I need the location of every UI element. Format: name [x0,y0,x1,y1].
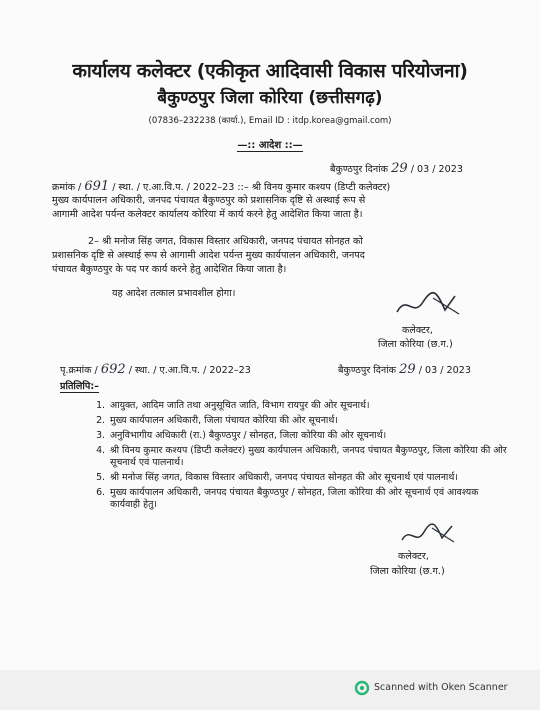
scanner-watermark-text: Scanned with Oken Scanner [374,682,508,693]
para2-line-2: प्रशासनिक दृष्टि से अस्थाई रूप से आगामी आदेश पर्यन्त मुख्य कार्यपालन अधिकारी, जनपद [52,250,365,261]
copy-date [338,364,471,377]
order-number-label: क्रमांक / [52,182,82,193]
order-date-label: बैकुण्ठपुर दिनांक [330,164,389,175]
contact-line: (07836–232238 (कार्या.), Email ID : itdp.korea@gmail.com) [148,116,392,126]
copy-item: 1. आयुक्त, आदिम जाति तथा अनुसूचित जाति, विभाग रायपुर की ओर सूचनार्थ। [108,400,508,412]
order-number-handwritten: 691 [84,179,110,194]
effect-line: यह आदेश तत्काल प्रभावशील होगा। [112,288,236,299]
copy-number-line [60,364,251,377]
copy-number-label: पृ.क्रमांक / [60,365,98,376]
copy-heading-text: प्रतिलिपि:– [60,381,99,392]
signature-1 [393,288,463,320]
signatory-2-title: कलेक्टर, [398,551,429,562]
scanner-logo-icon [354,680,370,696]
signatory-1-place: जिला कोरिया (छ.ग.) [378,339,453,350]
order-heading-text: —:: आदेश ::— [237,140,303,151]
copy-number-rest: / स्था. / ए.आ.वि.प. / 2022–23 [128,365,251,376]
order-number-rest: / स्था. / ए.आ.वि.प. / 2022–23 ::– श्री विनय कुमार कश्यप (डिप्टी कलेक्टर) [112,182,391,193]
copy-item: 4. श्री विनय कुमार कश्यप (डिप्टी कलेक्टर) मुख्य कार्यपालन अधिकारी, जनपद पंचायत बैकुण्ठपुर, जिला कोरिया की ओर सूचनार्थ एवं पालनार्थ। [108,445,508,469]
order-date [330,163,463,176]
copy-item: 3. अनुविभागीय अधिकारी (रा.) बैकुण्ठपुर / सोनहत, जिला कोरिया की ओर सूचनार्थ। [108,430,508,442]
para1-line-2: आगामी आदेश पर्यन्त कलेक्टर कार्यालय कोरिया में कार्य करने हेतु आदेशित किया जाता है। [52,209,363,220]
para2-line-3: पंचायत बैकुण्ठपुर के पद पर कार्य करने हेतु आदेशित किया जाता है। [52,264,287,275]
copy-item: 5. श्री मनोज सिंह जगत, विकास विस्तार अधिकारी, जनपद पंचायत सोनहत की ओर सूचनार्थ एवं पालनार्थ। [108,472,508,484]
copy-number-handwritten: 692 [100,362,126,377]
copy-heading [60,381,99,393]
copy-date-day: 29 [399,362,416,377]
signatory-1-title: कलेक्टर, [402,325,433,336]
copy-date-rest: / 03 / 2023 [418,365,471,376]
signatory-2-place: जिला कोरिया (छ.ग.) [370,566,445,577]
office-location: बैकुण्ठपुर जिला कोरिया (छत्तीसगढ़) [157,88,383,108]
copy-item: 6. मुख्य कार्यपालन अधिकारी, जनपद पंचायत बैकुण्ठपुर / सोनहत, जिला कोरिया की ओर सूचनार्थ एवं आवश्यक कार्यवाही हेतु। [108,487,508,511]
office-title: कार्यालय कलेक्टर (एकीकृत आदिवासी विकास परियोजना) [72,60,468,82]
order-date-rest: / 03 / 2023 [410,164,463,175]
para1-line-1: मुख्य कार्यपालन अधिकारी, जनपद पंचायत बैकुण्ठपुर को प्रशासनिक दृष्टि से अस्थाई रूप से [52,195,366,206]
copy-list [86,400,508,514]
copy-date-label: बैकुण्ठपुर दिनांक [338,365,397,376]
signature-2 [398,520,458,548]
order-heading [0,137,540,151]
para2-line-1: 2– श्री मनोज सिंह जगत, विकास विस्तार अधिकारी, जनपद पंचायत सोनहत को [88,236,363,247]
copy-item: 2. मुख्य कार्यपालन अधिकारी, जिला पंचायत कोरिया की ओर सूचनार्थ। [108,415,508,427]
order-date-day: 29 [391,161,408,176]
order-number-line [52,181,390,194]
